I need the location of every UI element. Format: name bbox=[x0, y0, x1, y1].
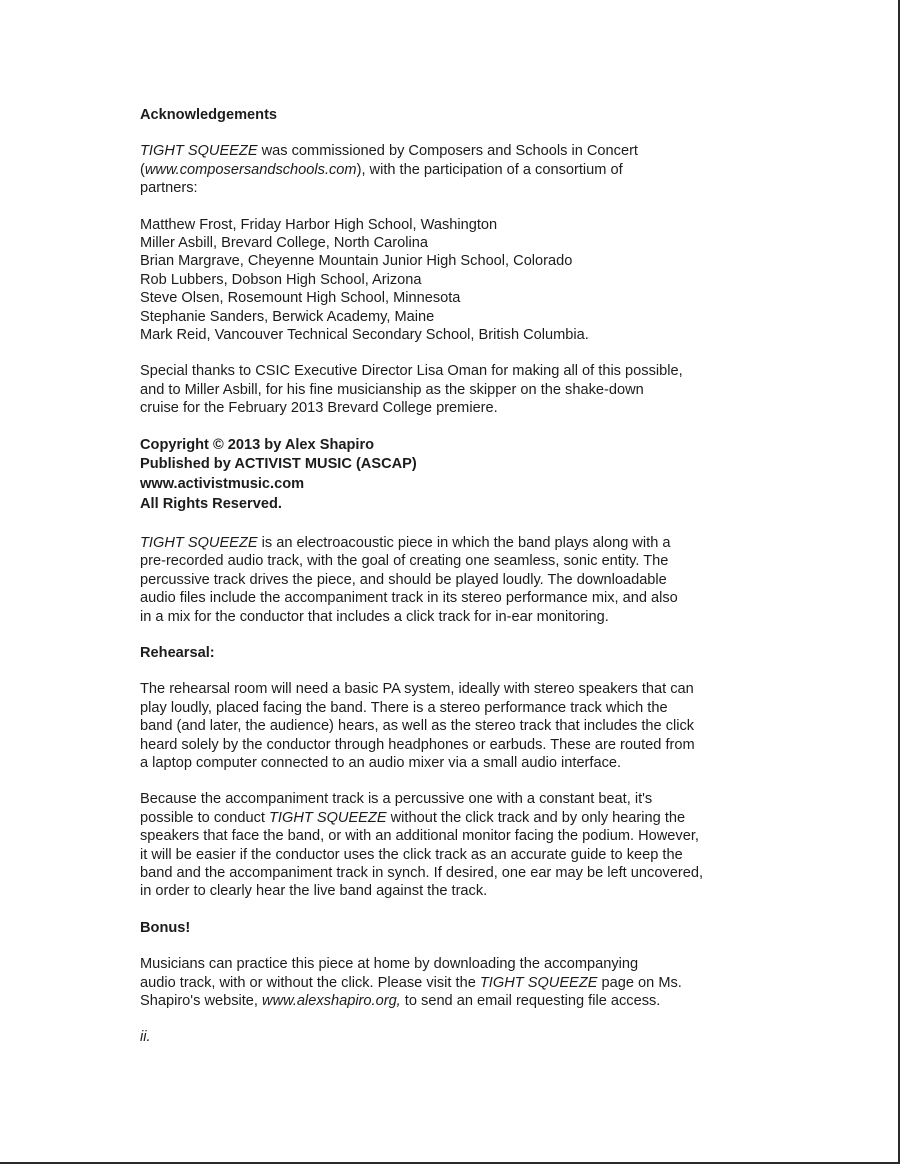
rehearsal-paragraph-2: Because the accompaniment track is a percussive one with a constant beat, it's possible to conduct TIGHT SQUEEZE without the click track and by only hearing the speakers that face the band, or with an additional monitor facing the podium. However, it will be easier if the conductor uses the click track as an accurate guide to keep the band and the accompaniment track in synch. If desired, one ear may be left uncovered, in order to clearly hear the live band against the track. bbox=[140, 791, 703, 900]
partner-item: Rob Lubbers, Dobson High School, Arizona bbox=[140, 271, 422, 288]
partner-item: Stephanie Sanders, Berwick Academy, Maine bbox=[140, 308, 435, 325]
piece-title: TIGHT SQUEEZE bbox=[140, 534, 258, 551]
page-number: ii. bbox=[140, 1029, 151, 1046]
piece-description: TIGHT SQUEEZE is an electroacoustic piece in which the band plays along with a pre-recorded audio track, with the goal of creating one seamless, sonic entity. The percussive track drives the piece, and should be played loudly. The downloadable audio files include the accompaniment track in its stereo performance mix, and also in a mix for the conductor that includes a click track for in-ear monitoring. bbox=[140, 534, 678, 625]
acknowledgements-heading: Acknowledgements bbox=[140, 107, 278, 123]
partner-item: Steve Olsen, Rosemount High School, Minnesota bbox=[140, 290, 461, 307]
acknowledgements-intro: TIGHT SQUEEZE was commissioned by Composers and Schools in Concert (www.composersandschools.com), with the participation of a consortium of partners: bbox=[140, 143, 638, 197]
publisher-url[interactable]: www.activistmusic.com bbox=[140, 476, 305, 493]
publisher-line: Published by ACTIVIST MUSIC (ASCAP) bbox=[140, 456, 417, 473]
rights-line: All Rights Reserved. bbox=[140, 496, 282, 513]
partner-item: Matthew Frost, Friday Harbor High School, Washington bbox=[140, 216, 498, 233]
partners-list bbox=[140, 216, 780, 345]
partner-item: Miller Asbill, Brevard College, North Carolina bbox=[140, 235, 428, 252]
bonus-paragraph: Musicians can practice this piece at home by downloading the accompanying audio track, with or without the click. Please visit the TIGHT SQUEEZE page on Ms. Shapiro's website, www.alexshapiro.org, to send an email requesting file access. bbox=[140, 956, 682, 1009]
rehearsal-paragraph-1: The rehearsal room will need a basic PA system, ideally with stereo speakers that can play loudly, placed facing the band. There is a stereo performance track which the band (and later, the audience) hears, as well as the stereo track that includes the click heard solely by the conductor through headphones or earbuds. These are routed from a laptop computer connected to an audio mixer via a small audio interface. bbox=[140, 681, 695, 771]
rehearsal-heading: Rehearsal: bbox=[140, 644, 215, 661]
piece-title: TIGHT SQUEEZE bbox=[479, 974, 598, 991]
piece-title: TIGHT SQUEEZE bbox=[140, 143, 258, 160]
copyright-block bbox=[140, 436, 780, 515]
page-content bbox=[140, 106, 780, 1047]
copyright-line: Copyright © 2013 by Alex Shapiro bbox=[140, 436, 375, 453]
partner-item: Mark Reid, Vancouver Technical Secondary School, British Columbia. bbox=[140, 327, 589, 344]
piece-title: TIGHT SQUEEZE bbox=[269, 809, 387, 826]
csic-url[interactable]: www.composersandschools.com bbox=[144, 161, 357, 178]
composer-website-url[interactable]: www.alexshapiro.org, bbox=[262, 993, 401, 1009]
bonus-heading: Bonus! bbox=[140, 919, 191, 936]
special-thanks: Special thanks to CSIC Executive Director Lisa Oman for making all of this possible, and to Miller Asbill, for his fine musicianship as the skipper on the shake-down cruise for the February 2013 Brevard College premiere. bbox=[140, 363, 683, 417]
partner-item: Brian Margrave, Cheyenne Mountain Junior High School, Colorado bbox=[140, 253, 573, 270]
